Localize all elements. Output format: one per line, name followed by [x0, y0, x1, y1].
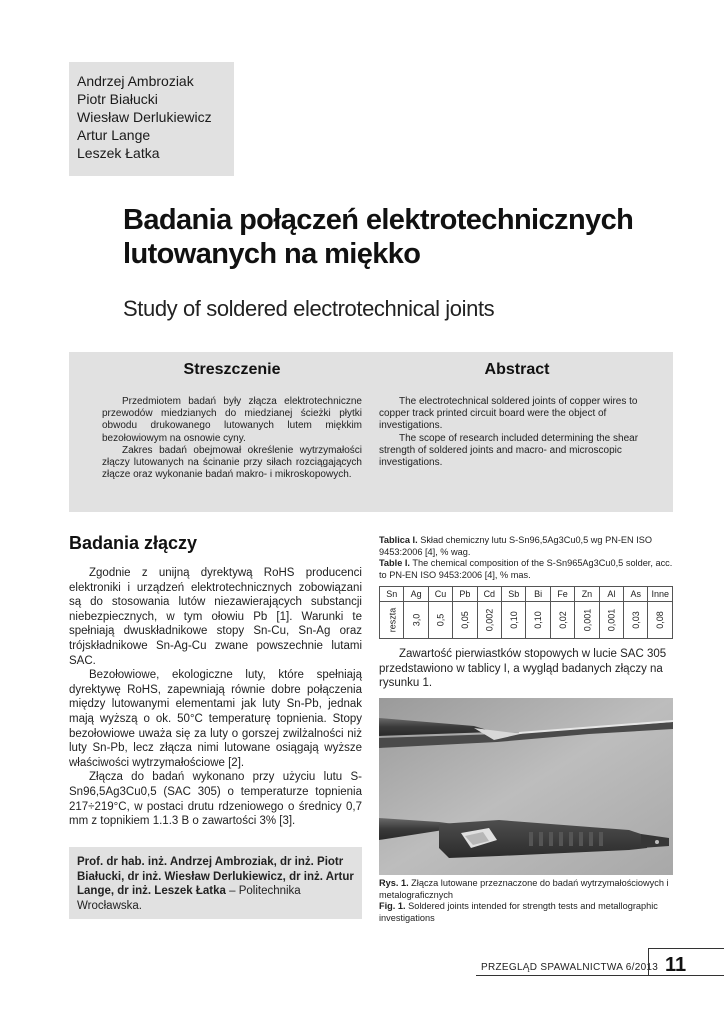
- article-subtitle: Study of soldered electrotechnical joints: [123, 296, 495, 321]
- table-header-cell: Fe: [550, 587, 574, 602]
- figure-caption: [379, 878, 673, 924]
- article-title-line: Badania połączeń elektrotechnicznych: [123, 204, 634, 236]
- table-value-cell: reszta: [387, 607, 398, 633]
- table-header-cell: Inne: [648, 587, 673, 602]
- table-value-row: [380, 602, 673, 639]
- table-value-cell: 3,0: [411, 613, 422, 627]
- table-value-cell: 0,001: [606, 608, 617, 632]
- abstract-heading: Abstract: [484, 361, 550, 378]
- abstract-paragraph: The electrotechnical soldered joints of copper wires to copper track printed circuit board were the object of investigations.: [379, 396, 638, 432]
- table-value-cell: 0,5: [435, 613, 446, 627]
- table-value-cell: 0,10: [533, 611, 544, 629]
- author-name: Piotr Białucki: [77, 91, 158, 107]
- affiliation-institution: – Politechnika Wrocławska.: [77, 885, 301, 912]
- table-value-cell: 0,001: [581, 608, 592, 632]
- figure-caption-en: Soldered joints intended for strength tests and metallographic investigations: [379, 901, 658, 923]
- table-header-row: [380, 587, 673, 602]
- table-header-cell: Sb: [502, 587, 526, 602]
- table-header-cell: Cu: [428, 587, 452, 602]
- body-text-left: [69, 566, 362, 829]
- streszczenie-paragraph: Zakres badań obejmował określenie wytrzymałości złączy lutowanych na ścinanie przy siłach rozciągających złącze oraz wykonanie badań makro- i mikroskopowych.: [102, 444, 362, 481]
- author-name: Andrzej Ambroziak: [77, 73, 194, 89]
- table-header-cell: Bi: [526, 587, 550, 602]
- body-paragraph: Bezołowiowe, ekologiczne luty, które spełniają dyrektywę RoHS, zapewniają równie dobre połączenia między lutowanymi elementami jak luty Sn-Pb, jednak mają wyższą o ok. 50°C temperaturę topnienia. Stopy bezołowiowe uważa się za luty o gorszej zwilżalności niż luty Sn-Pb, lecz złącza nimi lutowane osiągają wyższe właściwości wytrzymałościowe [2].: [69, 669, 362, 769]
- author-list: [69, 62, 234, 176]
- page-number: 11: [665, 954, 687, 976]
- table-value-cell: 0,002: [484, 608, 495, 632]
- abstract-box: [69, 352, 673, 512]
- figure-caption-pl: Złącza lutowane przeznaczone do badań wytrzymałościowych i metalograficznych: [379, 878, 669, 900]
- soldered-joints-photo: [379, 698, 673, 875]
- author-affiliation: [69, 847, 362, 919]
- table-caption-en: The chemical composition of the S-Sn965Ag3Cu0,5 solder, acc. to PN-EN ISO 9453:2006 [4], % mas.: [379, 558, 673, 580]
- table-value-cell: 0,10: [508, 611, 519, 629]
- body-paragraph: Zawartość pierwiastków stopowych w lucie SAC 305 przedstawiono w tablicy I, a wygląd badanych złączy na rysunku 1.: [379, 648, 667, 690]
- journal-footer: PRZEGLĄD SPAWALNICTWA 6/2013: [481, 962, 659, 973]
- figure-caption-pl-label: Rys. 1.: [379, 878, 409, 888]
- author-name: Artur Lange: [77, 127, 151, 143]
- table-header-cell: Pb: [453, 587, 477, 602]
- body-text-right: [379, 647, 673, 691]
- table-header-cell: Sn: [380, 587, 404, 602]
- table-value-cell: 0,03: [630, 611, 641, 629]
- article-title: [123, 203, 693, 271]
- streszczenie-heading: Streszczenie: [183, 361, 281, 378]
- table-caption-pl: Skład chemiczny lutu S-Sn96,5Ag3Cu0,5 wg PN-EN ISO 9453:2006 [4], % wag.: [379, 535, 653, 557]
- table-header-cell: Ag: [404, 587, 428, 602]
- table-value-cell: 0,02: [557, 611, 568, 629]
- table-value-cell: 0,05: [459, 611, 470, 629]
- composition-table: [379, 586, 673, 639]
- streszczenie-column: [102, 360, 362, 481]
- table-caption-en-label: Table I.: [379, 558, 410, 569]
- abstract-paragraph: The scope of research included determining the shear strength of soldered joints and macro- and microscopic investigations.: [379, 432, 639, 469]
- table-value-cell: 0,08: [655, 611, 666, 629]
- author-name: Leszek Łatka: [77, 145, 160, 161]
- figure-caption-en-label: Fig. 1.: [379, 901, 406, 912]
- table-header-cell: Al: [599, 587, 623, 602]
- table-header-cell: Zn: [575, 587, 599, 602]
- table-header-cell: As: [624, 587, 648, 602]
- author-name: Wiesław Derlukiewicz: [77, 109, 212, 125]
- table-caption: [379, 535, 673, 581]
- section-heading: Badania złączy: [69, 533, 198, 553]
- article-title-line: lutowanych na miękko: [123, 238, 421, 270]
- affiliation-names: Prof. dr hab. inż. Andrzej Ambroziak, dr inż. Piotr Białucki, dr inż. Wiesław Derlukiewicz, dr inż. Artur Lange, dr inż. Leszek Łatka: [77, 856, 354, 897]
- table-caption-pl-label: Tablica I.: [379, 535, 418, 545]
- abstract-column: [379, 360, 655, 469]
- body-paragraph: Zgodnie z unijną dyrektywą RoHS producenci elektroniki i urządzeń elektrotechnicznych zobowiązani są do stosowania lutów niezawierających substancji niebezpiecznych, w tym ołowiu Pb [1]. Warunki te spełniają dwuskładnikowe stopy Sn-Cu, Sn-Ag oraz trójskładnikowe Sn-Ag-Cu zwane powszechnie lutami SAC.: [69, 567, 362, 667]
- streszczenie-paragraph: Przedmiotem badań były złącza elektrotechniczne przewodów miedzianych do miedzianej ścieżki płytki obwodu drukowanego lutowanych lutem miękkim bezołowiowym na osnowie cyny.: [102, 396, 362, 444]
- body-paragraph: Złącza do badań wykonano przy użyciu lutu S-Sn96,5Ag3Cu0,5 (SAC 305) o temperaturze topnienia 217÷219°C, w postaci drutu rdzeniowego o średnicy 0,7 mm z topnikiem 1.1.3 B o zawartości 3% [3].: [69, 771, 362, 828]
- table-header-cell: Cd: [477, 587, 501, 602]
